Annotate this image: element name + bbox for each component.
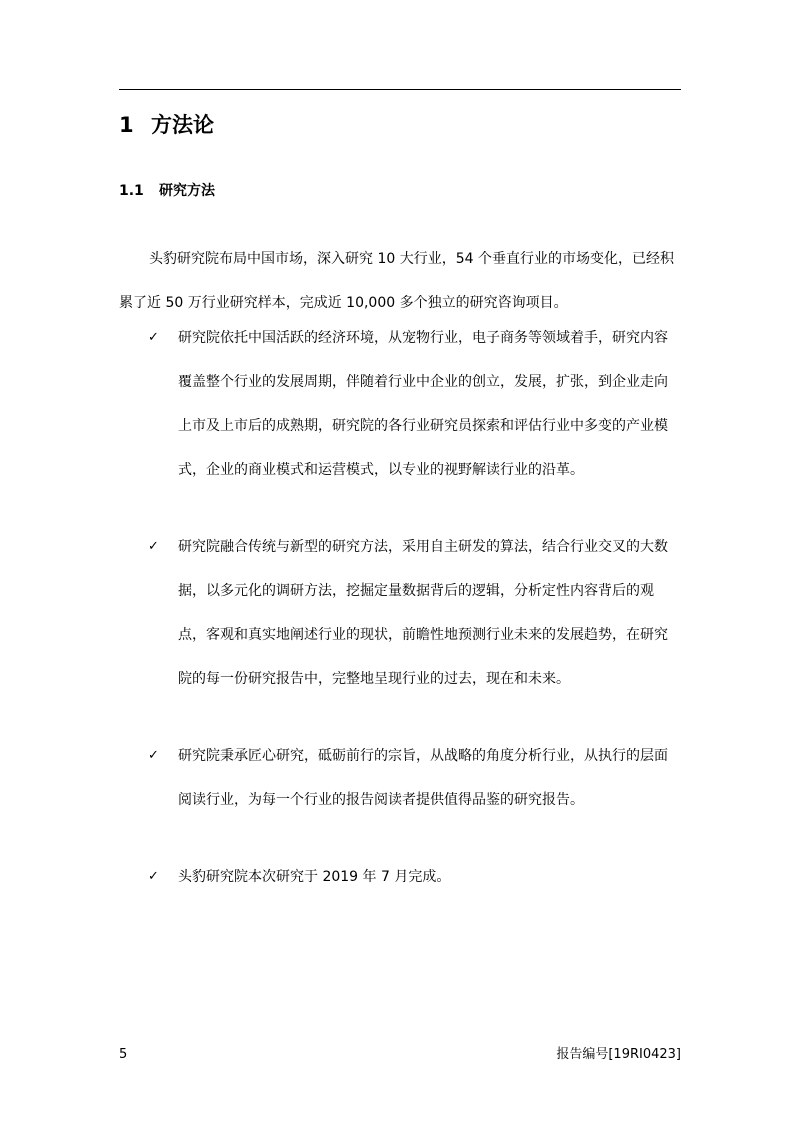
list-item — [148, 525, 681, 701]
list-item-text: 研究院融合传统与新型的研究方法，采用自主研发的算法，结合行业交叉的大数据，以多元化的调研方法，挖掘定量数据背后的逻辑，分析定性内容背后的观点，客观和真实地阐述行业的现状，前瞻性地预测行业未来的发展趋势，在研究院的每一份研究报告中，完整地呈现行业的过去，现在和未来。 — [178, 539, 668, 687]
list-item — [148, 734, 681, 822]
bullet-list — [148, 316, 681, 899]
report-number: 报告编号[19RI0423] — [556, 1047, 681, 1062]
subsection-heading — [119, 179, 215, 203]
section-heading — [119, 110, 214, 140]
intro-paragraph: 头豹研究院布局中国市场，深入研究 10 大行业，54 个垂直行业的市场变化，已经积累了近 50 万行业研究样本，完成近 10,000 多个独立的研究咨询项目。 — [119, 251, 674, 311]
section-title: 方法论 — [151, 113, 214, 137]
page-number: 5 — [119, 1047, 128, 1062]
subsection-title: 研究方法 — [159, 183, 215, 199]
section-number: 1 — [119, 113, 134, 137]
checkmark-icon: ✓ — [148, 539, 159, 554]
checkmark-icon: ✓ — [148, 748, 159, 763]
checkmark-icon: ✓ — [148, 330, 159, 345]
list-item — [148, 316, 681, 492]
checkmark-icon: ✓ — [148, 869, 159, 884]
list-item-text: 研究院依托中国活跃的经济环境，从宠物行业，电子商务等领域着手，研究内容覆盖整个行业的发展周期，伴随着行业中企业的创立，发展，扩张，到企业走向上市及上市后的成熟期，研究院的各行业研究员探索和评估行业中多变的产业模式，企业的商业模式和运营模式，以专业的视野解读行业的沿革。 — [178, 330, 668, 478]
list-item-text: 头豹研究院本次研究于 2019 年 7 月完成。 — [178, 869, 451, 885]
subsection-number: 1.1 — [119, 183, 144, 199]
list-item — [148, 855, 681, 899]
header-rule — [119, 89, 681, 90]
list-item-text: 研究院秉承匠心研究，砥砺前行的宗旨，从战略的角度分析行业，从执行的层面阅读行业，为每一个行业的报告阅读者提供值得品鉴的研究报告。 — [178, 748, 668, 808]
